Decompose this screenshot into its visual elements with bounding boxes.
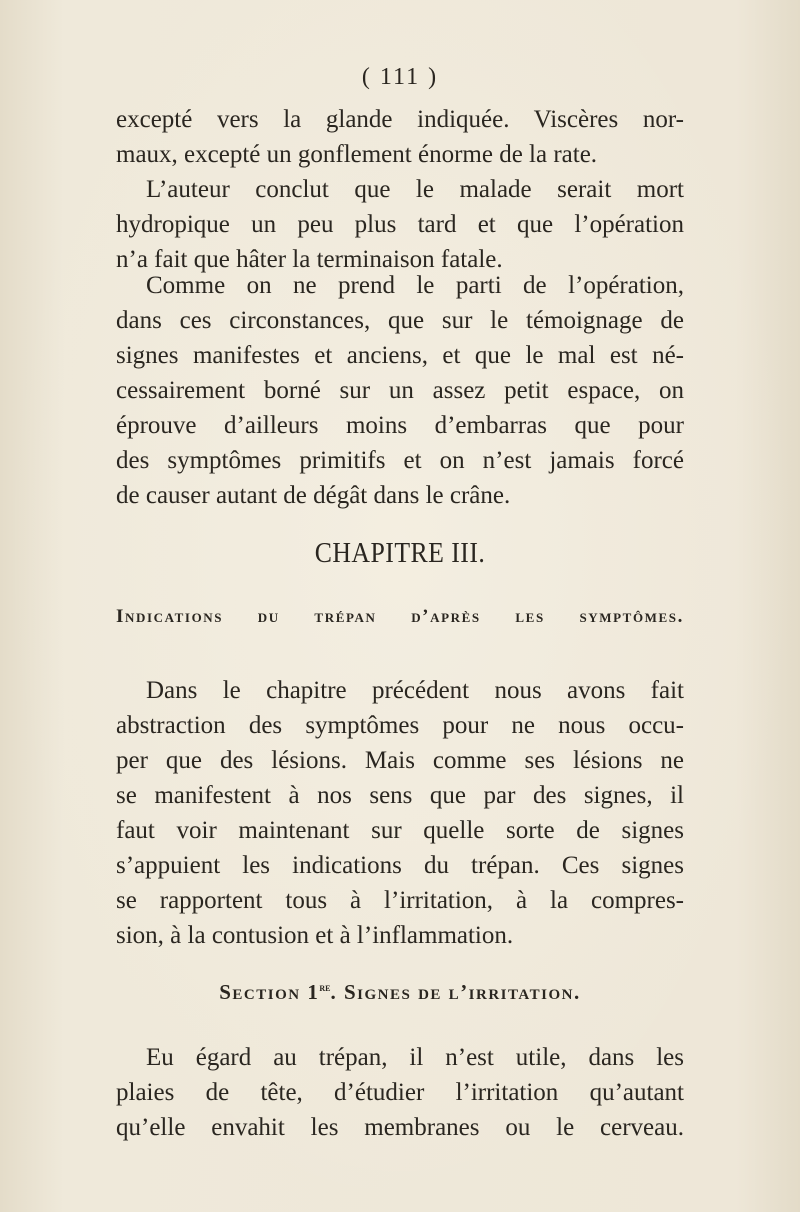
text-line: abstraction des symptômes pour ne nous occu- [116, 712, 684, 739]
text-line: Dans le chapitre précédent nous avons fait [146, 677, 684, 704]
paragraph-irritation [116, 1040, 684, 1145]
text-line: s’appuient les indications du trépan. Ces signes [116, 852, 684, 879]
section-heading [0, 980, 800, 1005]
text-line: qu’elle envahit les membranes ou le cerveau. [116, 1114, 684, 1141]
paragraph-conclusion [116, 172, 684, 277]
text-line: cessairement borné sur un assez petit espace, on [116, 377, 684, 404]
paragraph-intro [116, 673, 684, 953]
text-line: éprouve d’ailleurs moins d’embarras que pour [116, 412, 684, 439]
text-line: L’auteur conclut que le malade serait mort [146, 176, 684, 203]
text-line: plaies de tête, d’étudier l’irritation qu’autant [116, 1079, 684, 1106]
paragraph-operation [116, 268, 684, 513]
text-line: dans ces circonstances, que sur le témoignage de [116, 307, 684, 334]
text-line: se rapportent tous à l’irritation, à la compres- [116, 887, 684, 914]
section-prefix: Section 1 [219, 980, 320, 1004]
paragraph-continuation [116, 102, 684, 172]
text-line: faut voir maintenant sur quelle sorte de signes [116, 817, 684, 844]
page-number: ( 111 ) [361, 64, 439, 90]
text-line: Eu égard au trépan, il n’est utile, dans les [146, 1044, 684, 1071]
text-line: Comme on ne prend le parti de l’opération, [146, 272, 684, 299]
text-line: maux, excepté un gonflement énorme de la rate. [116, 141, 598, 168]
chapter-heading: CHAPITRE III. [314, 538, 486, 569]
text-line: sion, à la contusion et à l’inflammation. [116, 922, 514, 949]
text-line: se manifestent à nos sens que par des signes, il [116, 782, 684, 809]
chapter-subtitle: Indications du trépan d’après les symptômes. [116, 606, 684, 627]
section-superscript: re [319, 980, 331, 994]
text-line: excepté vers la glande indiquée. Viscères nor- [116, 106, 684, 133]
text-line: per que des lésions. Mais comme ses lésions ne [116, 747, 684, 774]
text-line: hydropique un peu plus tard et que l’opération [116, 211, 684, 238]
text-line: n’a fait que hâter la terminaison fatale. [116, 246, 503, 273]
text-line: signes manifestes et anciens, et que le mal est né- [116, 342, 684, 369]
text-line: des symptômes primitifs et on n’est jamais forcé [116, 447, 684, 474]
text-line: de causer autant de dégât dans le crâne. [116, 482, 511, 509]
section-title: . Signes de l’irritation. [330, 980, 581, 1004]
